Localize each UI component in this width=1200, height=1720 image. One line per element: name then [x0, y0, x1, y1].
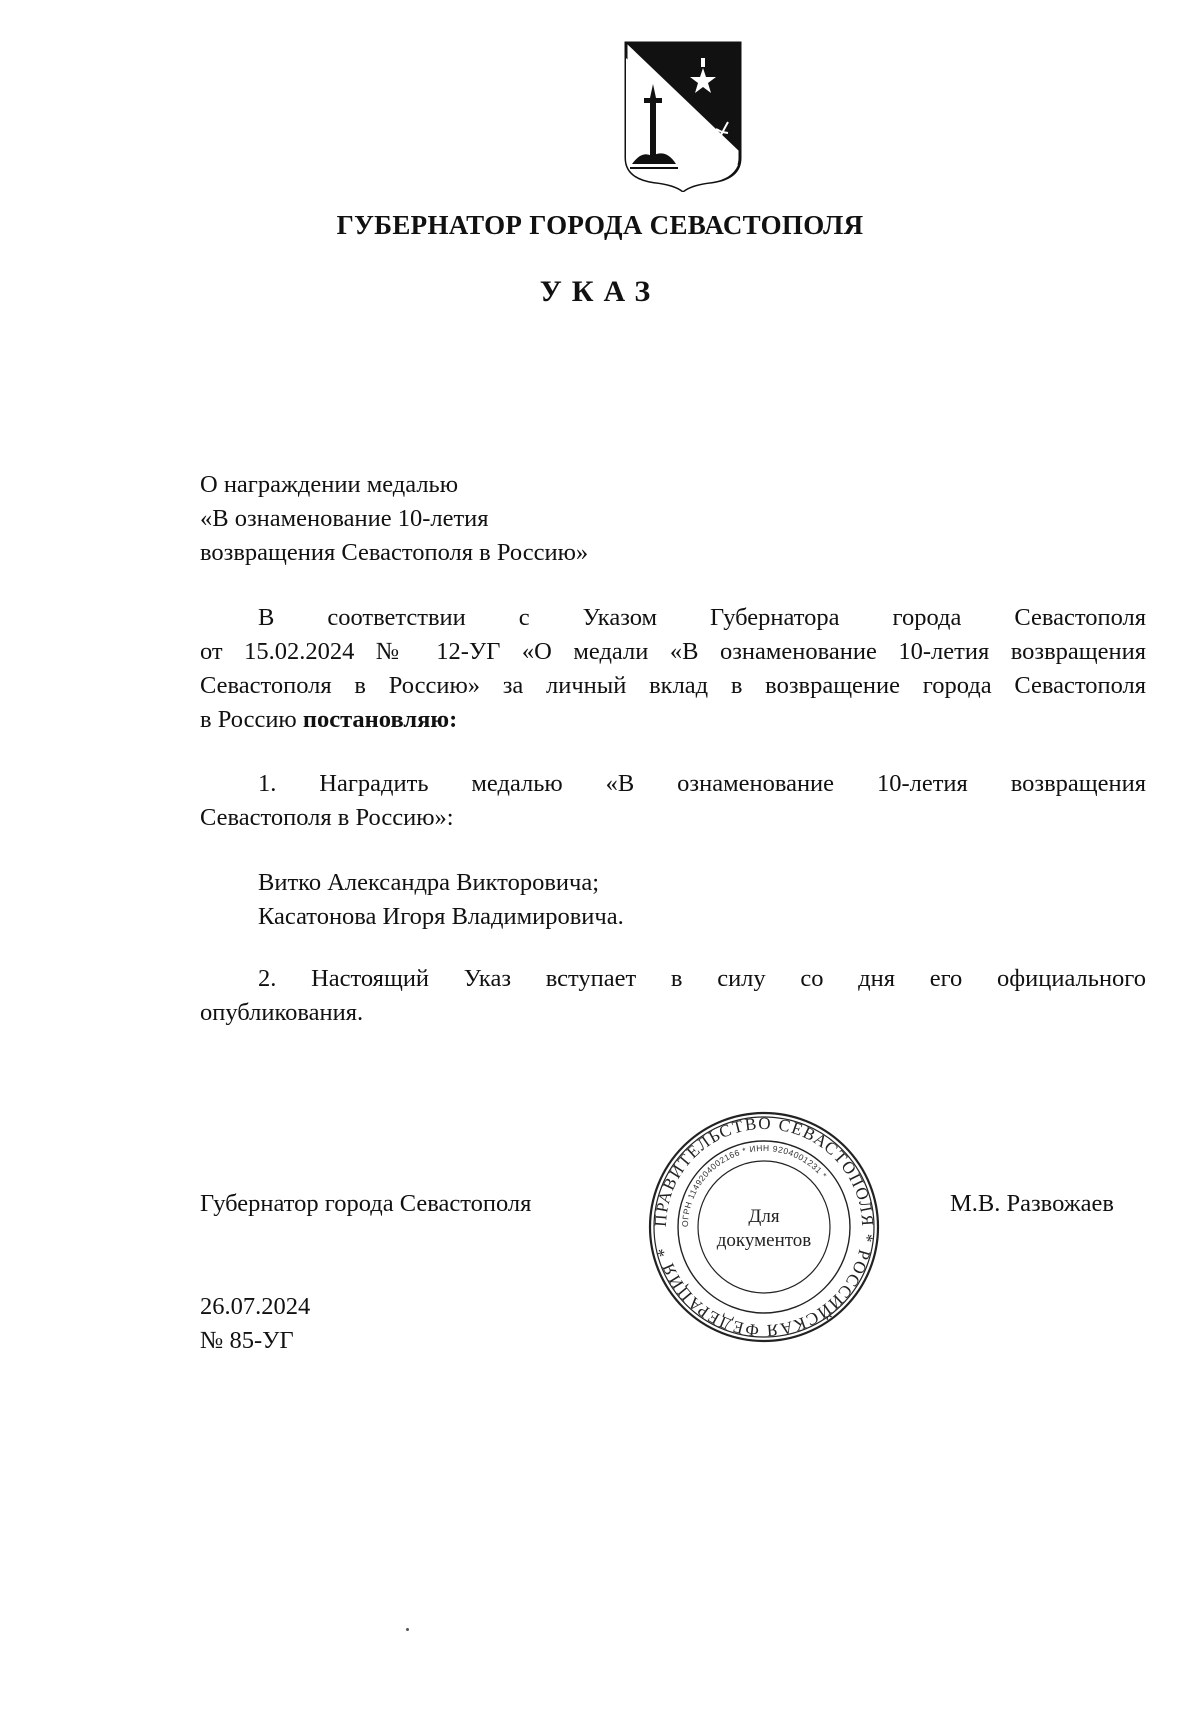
- subject-line: «В ознаменование 10-летия: [200, 505, 489, 532]
- stamp-inner-text: ОГРН 1149204002166 * ИНН 9204001231 *: [679, 1142, 830, 1228]
- item-1-paragraph: [200, 767, 1146, 835]
- resolve-keyword: постановляю:: [302, 706, 458, 733]
- scan-artifact-dot: [406, 1628, 409, 1631]
- decree-subject: [200, 468, 588, 570]
- preamble-paragraph: [200, 601, 1146, 737]
- sevastopol-coat-of-arms-emblem: [622, 40, 744, 192]
- official-round-stamp: [647, 1110, 881, 1344]
- document-type-title: УКАЗ: [539, 275, 661, 308]
- item-2-line: 2. Настоящий Указ вступает в силу со дня его официального: [258, 965, 1146, 992]
- subject-line: О награждении медалью: [200, 471, 459, 498]
- preamble-line: от 15.02.2024 № 12-УГ «О медали «В ознаменование 10-летия возвращения: [200, 638, 1146, 665]
- awardee-name: Витко Александра Викторовича;: [258, 869, 600, 896]
- item-2-paragraph: [200, 962, 1146, 1030]
- item-2-line: опубликования.: [200, 999, 364, 1026]
- item-1-line: Севастополя в Россию»:: [200, 804, 454, 831]
- preamble-line: В соответствии с Указом Губернатора города Севастополя: [258, 604, 1146, 631]
- signatory-role: Губернатор города Севастополя: [200, 1190, 532, 1217]
- preamble-line: [200, 703, 1146, 737]
- decree-number: № 85-УГ: [200, 1327, 294, 1354]
- awardee-name: Касатонова Игоря Владимировича.: [258, 903, 624, 930]
- signatory-name: М.В. Развожаев: [950, 1190, 1114, 1217]
- item-1-line: 1. Наградить медалью «В ознаменование 10-летия возвращения: [258, 770, 1146, 797]
- stamp-center-line: документов: [716, 1230, 812, 1251]
- preamble-line-text: в Россию: [200, 706, 303, 733]
- org-title: ГУБЕРНАТОР ГОРОДА СЕВАСТОПОЛЯ: [336, 210, 864, 240]
- preamble-line: Севастополя в Россию» за личный вклад в возвращение города Севастополя: [200, 672, 1146, 699]
- stamp-center-line: Для: [748, 1206, 780, 1227]
- decree-date-number: [200, 1290, 310, 1358]
- subject-line: возвращения Севастополя в Россию»: [200, 539, 589, 566]
- decree-date: 26.07.2024: [200, 1293, 311, 1320]
- stamp-outer-text: ПРАВИТЕЛЬСТВО СЕВАСТОПОЛЯ * РОССИЙСКАЯ ФЕДЕРАЦИЯ *: [650, 1113, 878, 1341]
- awardees-list: [258, 866, 624, 934]
